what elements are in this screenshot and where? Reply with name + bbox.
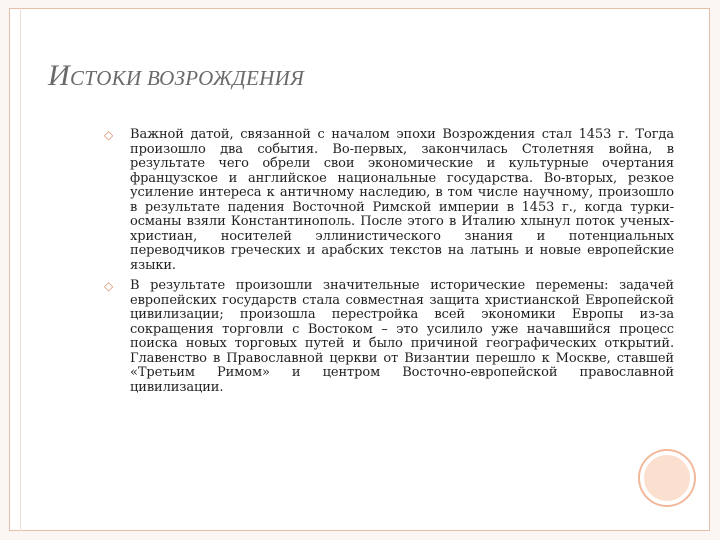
bullet-text: В результате произошли значительные исторические перемены: задачей европейских государств стала совместная защита христианской Европейской цивилизации; произошла перестройка всей экономики Европы из-за сокращения торговли с Востоком – это усилило уже начавшийся процесс поиска новых торговых путей и было причиной географических открытий. Главенство в Православной церкви от Византии перешло к Москве, ставшей «Третьим Римом» и центром Восточно-европейской православной цивилизации. [130,278,674,395]
bullet-item [102,128,674,273]
diamond-bullet-icon: ◇ [104,279,114,293]
diamond-bullet-icon: ◇ [104,128,114,142]
decorative-circle-icon [640,451,694,505]
slide-title [48,58,304,91]
left-margin-rule [20,8,21,531]
bullet-list [102,128,674,395]
slide-title-rest: СТОКИ ВОЗРОЖДЕНИЯ [69,66,305,90]
bullet-text: Важной датой, связанной с началом эпохи Возрождения стал 1453 г. Тогда произошло два события. Во-первых, закончилась Столетняя война, в результате чего обрели свои экономические и культурные очертания французское и английское национальные государства. Во-вторых, резкое усиление интереса к античному наследию, в том числе научному, произошло в результате падения Восточной Римской империи в 1453 г., когда турки-османы взяли Константинополь. После этого в Италию хлынул поток ученых-христиан, носителей эллинистического знания и потенциальных переводчиков греческих и арабских текстов на латынь и новые европейские языки. [130,127,674,273]
bullet-item [102,279,674,395]
slide-title-first-letter: И [48,59,70,92]
